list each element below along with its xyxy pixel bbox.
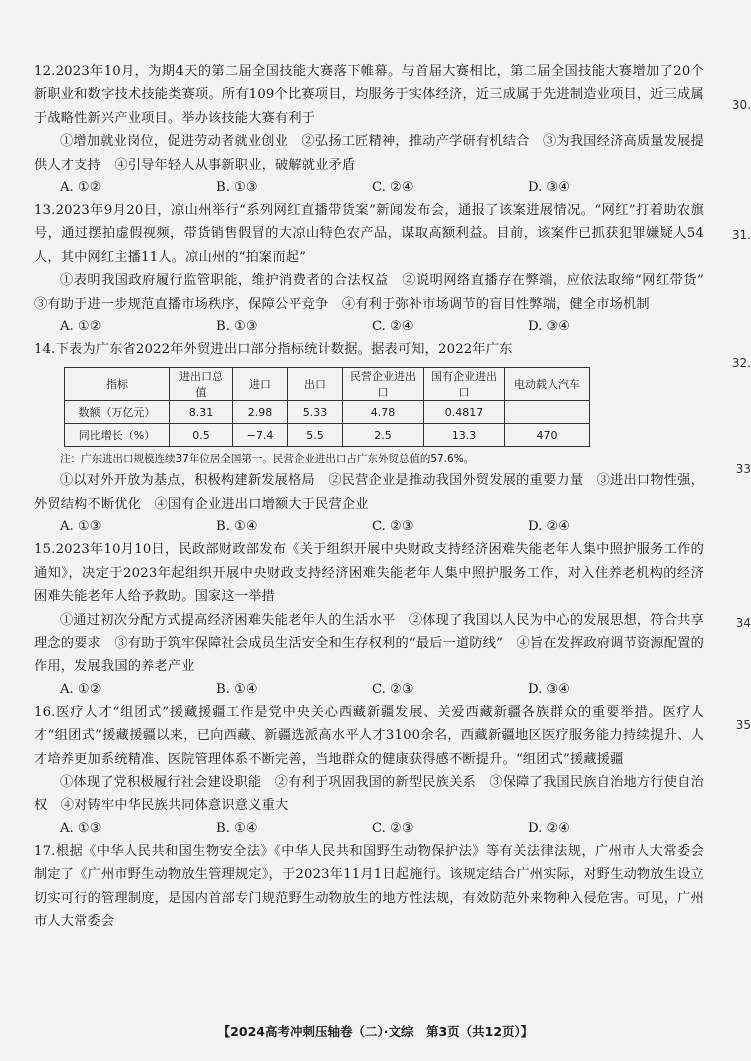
- edge-number: 35: [735, 718, 751, 732]
- table-header-row: [65, 368, 590, 401]
- edge-number: 32.: [731, 356, 751, 370]
- question-statements: ①增加就业岗位，促进劳动者就业创业 ②弘扬工匠精神，推动产学研有机结合 ③为我国经济高质量发展提供人才支持 ④引导年轻人从事新职业，破解就业矛盾: [34, 134, 704, 173]
- question-stem: 2023年10月10日，民政部财政部发布《关于组织开展中央财政支持经济困难失能老年人集中照护服务工作的通知》，决定于2023年起组织开展中央财政支持经济困难失能老年人集中照护服务工作，对入住养老机构的经济困难失能老年人给予救助。国家这一举措: [34, 542, 704, 605]
- table-cell: 470: [505, 424, 590, 447]
- question-stem: 2023年10月，为期4天的第二届全国技能大赛落下帷幕。与首届大赛相比，第二届全国技能大赛增加了20个新职业和数字技术技能类赛项。所有109个比赛项目，均服务于实体经济，近三成属于先进制造业项目，近三成属于战略性新兴产业项目。举办该技能大赛有利于: [34, 64, 704, 126]
- option-b[interactable]: B. ①③: [216, 180, 258, 196]
- question-number: 12.: [34, 64, 56, 79]
- question-number: 17.: [34, 843, 56, 859]
- table-cell: 2.5: [343, 424, 424, 447]
- option-b[interactable]: B. ①④: [216, 681, 258, 697]
- question-number: 14.: [34, 342, 56, 358]
- table-cell: 0.5: [170, 424, 233, 447]
- question-16: [34, 701, 704, 818]
- table-cell: 2.98: [233, 401, 288, 424]
- table-row: [65, 401, 590, 424]
- table-cell: 4.78: [343, 401, 424, 424]
- option-b[interactable]: B. ①③: [216, 319, 258, 335]
- question-14: [34, 338, 704, 361]
- table-header-cell: 电动载人汽车: [505, 368, 590, 401]
- table-cell: 5.5: [288, 424, 343, 447]
- question-17: [34, 840, 704, 934]
- question-14-statements: [34, 469, 704, 516]
- question-statements: ①以对外开放为基点，积极构建新发展格局 ②民营企业是推动我国外贸发展的重要力量 ③进出口物性强，外贸结构不断优化 ④国有企业进出口增额大于民营企业: [34, 473, 704, 512]
- question-stem: 2023年9月20日，凉山州举行“系列网红直播带货案”新闻发布会，通报了该案进展情况。“网红”打着助农旗号，通过摆拍虚假视频，带货销售假冒的大凉山特色农产品，谋取高额利益。目前，该案件已抓获犯罪嫌疑人54人，其中网红主播11人。凉山州的“拍案而起”: [34, 203, 704, 265]
- question-stem: 根据《中华人民共和国生物安全法》《中华人民共和国野生动物保护法》等有关法律法规，广州市人大常委会制定了《广州市野生动物放生管理规定》，于2023年11月1日起施行。该规定结合广州实际，对野生动物放生设立切实可行的管理制度，是国内首部专门规范野生动物放生的地方性法规，有效防范外来物种入侵危害。可见，广州市人大常委会: [34, 843, 704, 929]
- table-cell: 0.4817: [424, 401, 505, 424]
- option-d[interactable]: D. ③④: [528, 180, 571, 196]
- table-header-cell: 民营企业进出口: [343, 368, 424, 401]
- page-footer: 【2024高考冲刺压轴卷（二）·文综 第3页（共12页）】: [217, 1024, 534, 1039]
- edge-number: 31.: [731, 228, 751, 242]
- options-13: [60, 316, 704, 338]
- questions: [34, 60, 718, 933]
- table-cell: 同比增长（%）: [65, 424, 170, 447]
- question-15: [34, 538, 704, 678]
- option-d[interactable]: D. ③④: [528, 681, 571, 697]
- question-statements: ①体现了党积极履行社会建设职能 ②有利于巩固我国的新型民族关系 ③保障了我国民族自治地方行使自治权 ④对铸牢中华民族共同体意识意义重大: [34, 774, 704, 814]
- option-d[interactable]: D. ②④: [528, 820, 571, 836]
- option-c[interactable]: C. ②③: [372, 519, 414, 535]
- option-c[interactable]: C. ②④: [372, 180, 414, 196]
- question-number: 15.: [34, 542, 56, 558]
- table-header-cell: 指标: [65, 368, 170, 401]
- option-d[interactable]: D. ③④: [528, 319, 571, 335]
- option-a[interactable]: A. ①②: [60, 681, 102, 697]
- trade-stats-table: [64, 367, 590, 447]
- option-a[interactable]: A. ①②: [60, 180, 102, 196]
- edge-number: 34: [735, 616, 751, 630]
- options-12: [60, 177, 704, 199]
- table-note: 注：广东进出口规模连续37年位居全国第一。民营企业进出口占广东外贸总值的57.6%。: [60, 453, 475, 466]
- edge-number: 33: [735, 462, 751, 476]
- question-statements: ①表明我国政府履行监管职能，维护消费者的合法权益 ②说明网络直播存在弊端，应依法取缔“网红带货” ③有助于进一步规范直播市场秩序，保障公平竞争 ④有利于弥补市场调节的盲目性弊端，健全市场机制: [34, 273, 718, 312]
- options-16: [60, 818, 704, 840]
- table-cell: −7.4: [233, 424, 288, 447]
- question-statements: ①通过初次分配方式提高经济困难失能老年人的生活水平 ②体现了我国以人民为中心的发展思想，符合共享理念的要求 ③有助于筑牢保障社会成员生活安全和生存权利的“最后一道防线” ④旨在发挥政府调节资源配置的作用，发展我国的养老产业: [34, 612, 704, 675]
- table-row: [65, 424, 590, 447]
- option-b[interactable]: B. ①④: [216, 820, 258, 836]
- table-header-cell: 国有企业进出口: [424, 368, 505, 401]
- option-a[interactable]: A. ①③: [60, 820, 102, 836]
- question-number: 13.: [34, 203, 56, 219]
- table-cell: 数额（万亿元）: [65, 401, 170, 424]
- table-cell: 5.33: [288, 401, 343, 424]
- table-header-cell: 出口: [288, 368, 343, 401]
- option-a[interactable]: A. ①③: [60, 519, 102, 535]
- options-15: [60, 679, 704, 701]
- question-13: [34, 199, 718, 316]
- option-c[interactable]: C. ②③: [372, 820, 414, 836]
- option-c[interactable]: C. ②③: [372, 681, 414, 697]
- question-stem: 医疗人才“组团式”援藏援疆工作是党中央关心西藏新疆发展、关爱西藏新疆各族群众的重要举措。医疗人才“组团式”援藏援疆以来，已向西藏、新疆选派高水平人才3100余名，西藏新疆地区医疗服务能力持续提升、人才培养更加系统精准、医院管理体系不断完善，当地群众的健康获得感不断提升。“组团式”援藏援疆: [34, 704, 704, 767]
- options-14: [60, 516, 704, 538]
- question-12: [34, 60, 704, 177]
- table-header-cell: 进出口总值: [170, 368, 233, 401]
- edge-number: 30.: [731, 98, 751, 112]
- option-d[interactable]: D. ②④: [528, 519, 571, 535]
- table-cell: 8.31: [170, 401, 233, 424]
- option-b[interactable]: B. ①④: [216, 519, 258, 535]
- question-stem: 下表为广东省2022年外贸进出口部分指标统计数据。据表可知，2022年广东: [55, 342, 513, 358]
- table-header-cell: 进口: [233, 368, 288, 401]
- option-a[interactable]: A. ①②: [60, 319, 102, 335]
- table-cell: [505, 401, 590, 424]
- question-number: 16.: [34, 704, 56, 720]
- table-cell: 13.3: [424, 424, 505, 447]
- option-c[interactable]: C. ②④: [372, 319, 414, 335]
